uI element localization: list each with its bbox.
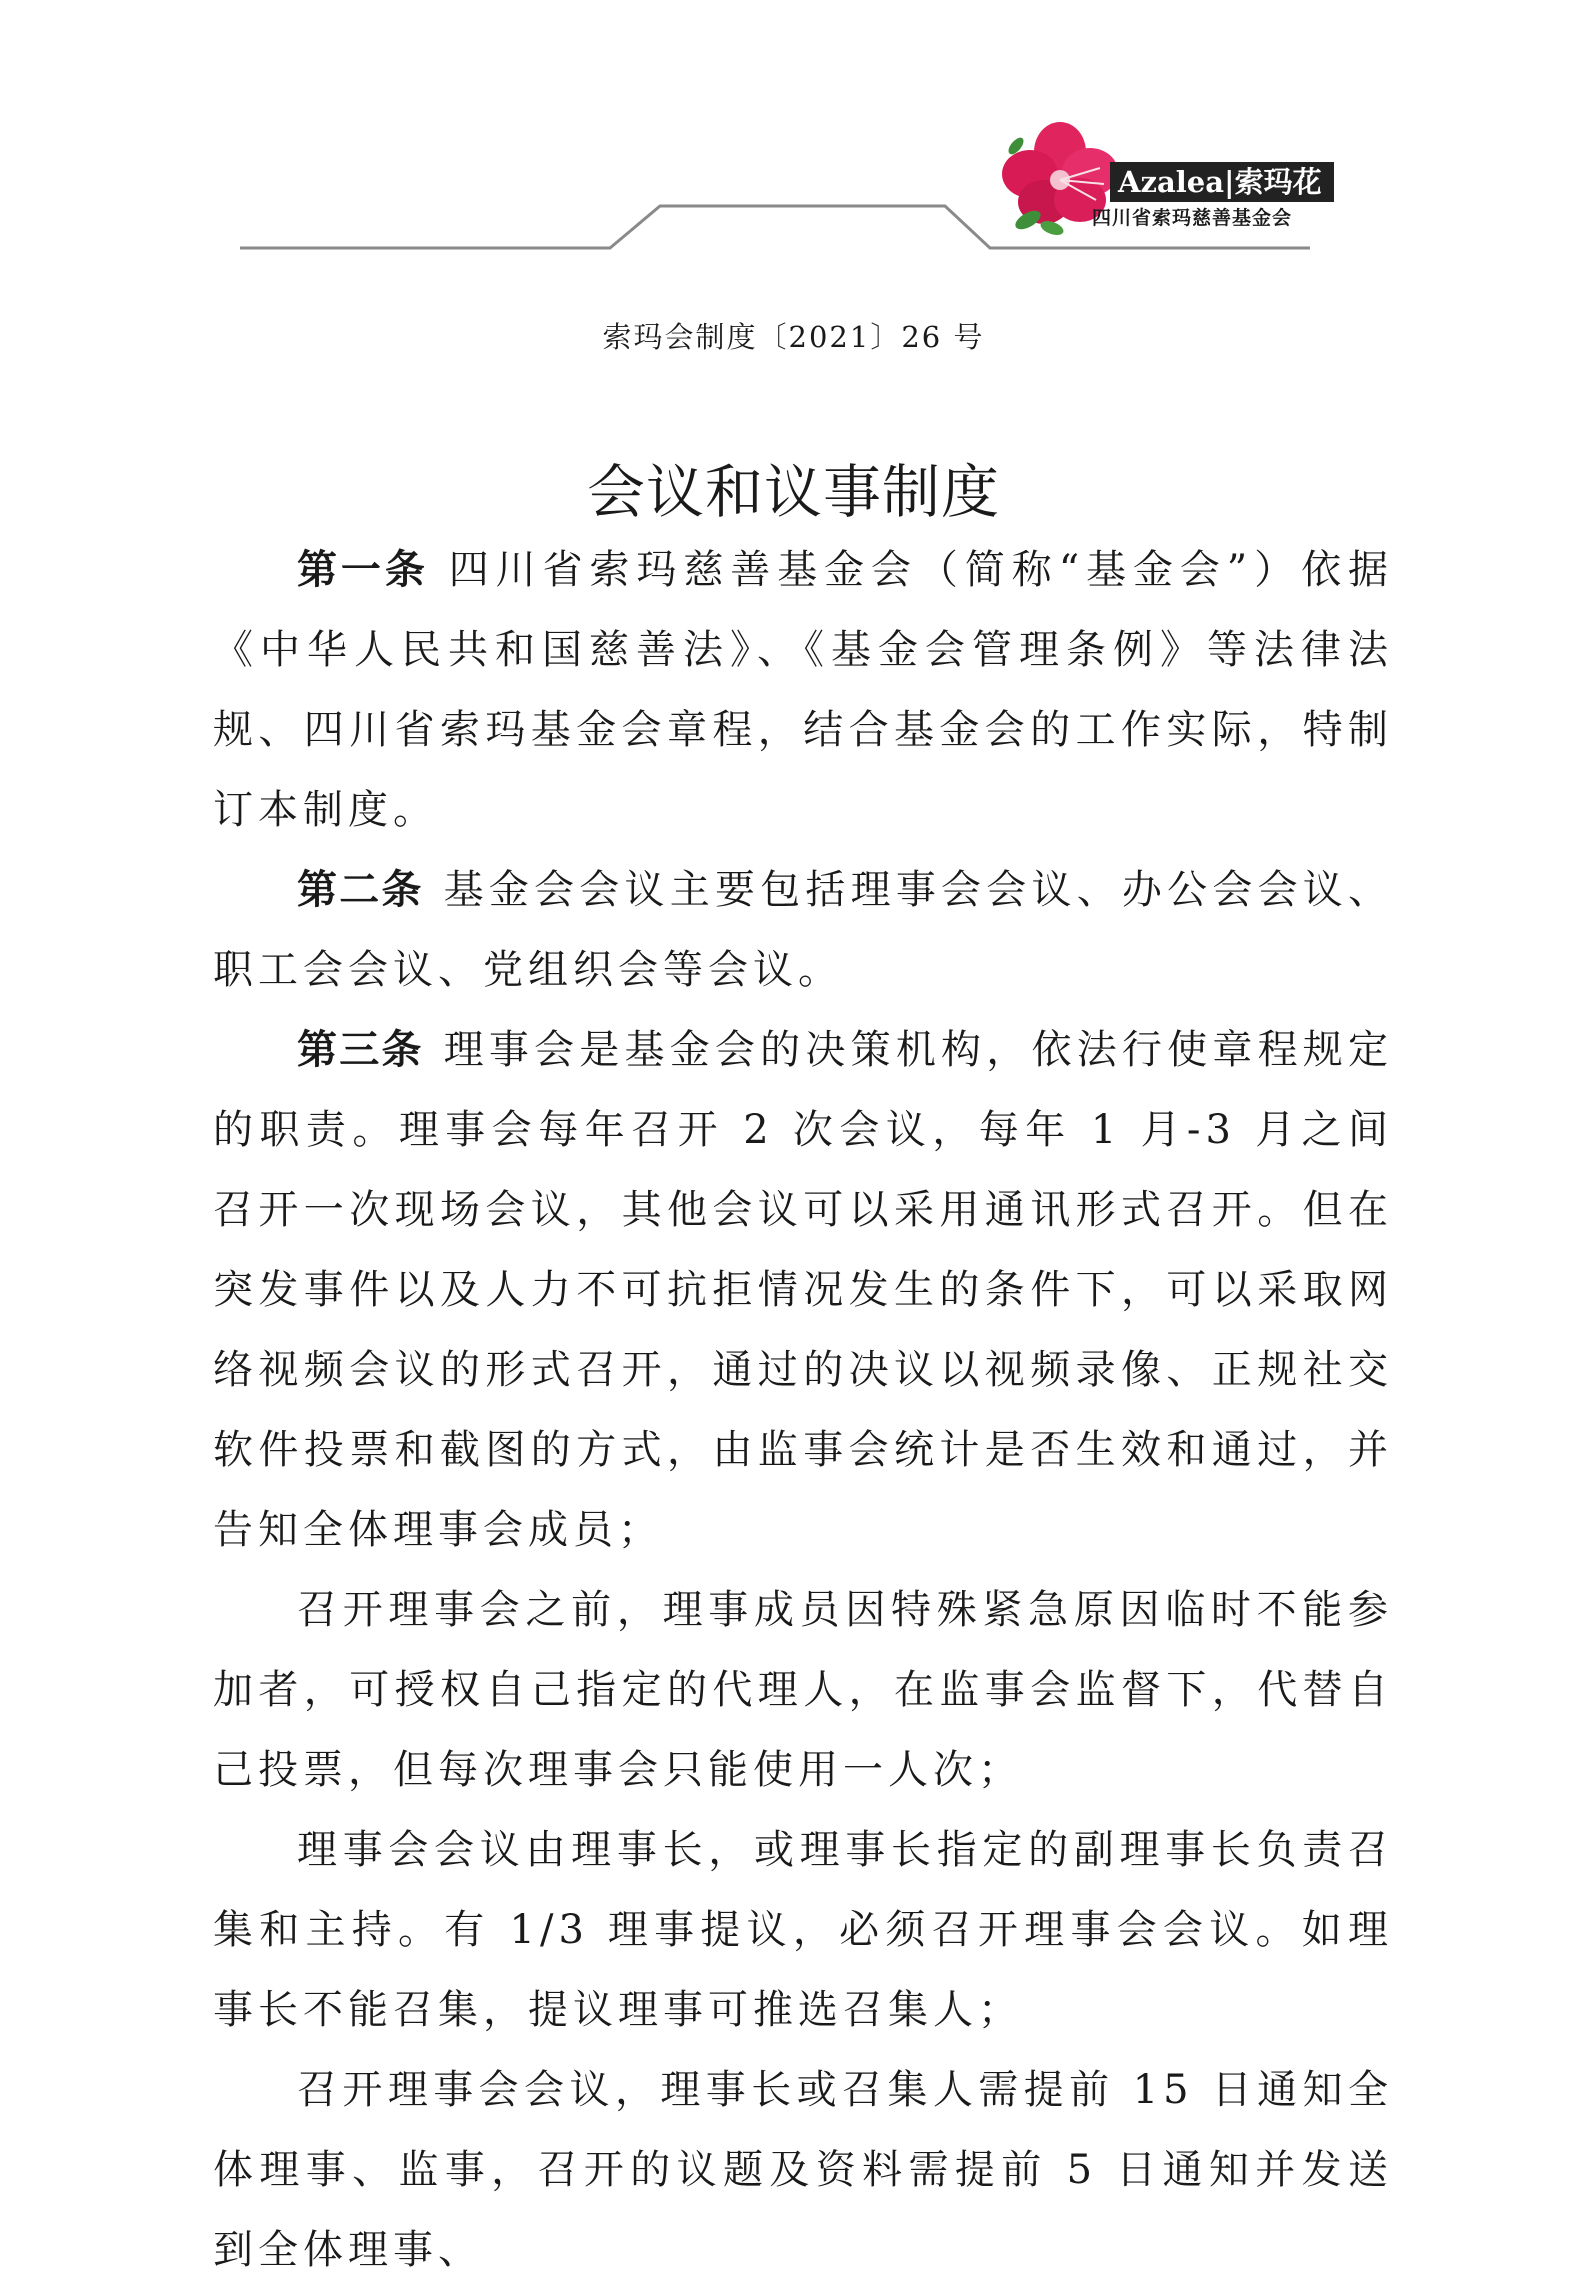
document-body	[213, 530, 1393, 2290]
article-label: 第三条	[297, 1027, 424, 1073]
logo-organization-name: 四川省索玛慈善基金会	[1092, 207, 1293, 229]
paragraph-article-1	[213, 530, 1393, 850]
document-title: 会议和议事制度	[586, 458, 1000, 526]
paragraph-article-3	[213, 1010, 1393, 1570]
paragraph-text: 召开理事会会议，理事长或召集人需提前 15 日通知全体理事、监事，召开的议题及资料需提前 5 日通知并发送到全体理事、	[213, 2067, 1393, 2273]
article-label: 第一条	[297, 547, 429, 593]
paragraph-proxy-voting	[213, 1570, 1393, 1810]
document-number: 索玛会制度〔2021〕26 号	[602, 320, 985, 354]
paragraph-text: 理事会是基金会的决策机构，依法行使章程规定的职责。理事会每年召开 2 次会议，每年 1 月-3 月之间召开一次现场会议，其他会议可以采用通讯形式召开。但在突发事件以及人力不可抗拒情况发生的条件下，可以采取网络视频会议的形式召开，通过的决议以视频录像、正规社交软件投票和截图的方式，由监事会统计是否生效和通过，并告知全体理事会成员；	[213, 1027, 1394, 1553]
paragraph-text: 四川省索玛慈善基金会（简称“基金会”）依据《中华人民共和国慈善法》、《基金会管理条例》等法律法规、四川省索玛基金会章程，结合基金会的工作实际，特制订本制度。	[213, 547, 1394, 833]
paragraph-notification	[213, 2050, 1393, 2290]
header-divider-line	[0, 0, 1587, 300]
paragraph-convening	[213, 1810, 1393, 2050]
article-label: 第二条	[297, 867, 424, 913]
paragraph-text: 理事会会议由理事长，或理事长指定的副理事长负责召集和主持。有 1/3 理事提议，必须召开理事会会议。如理事长不能召集，提议理事可推选召集人；	[213, 1827, 1393, 2033]
paragraph-article-2	[213, 850, 1393, 1010]
paragraph-text: 召开理事会之前，理事成员因特殊紧急原因临时不能参加者，可授权自己指定的代理人，在监事会监督下，代替自己投票，但每次理事会只能使用一人次；	[213, 1587, 1393, 1793]
paragraph-text: 基金会会议主要包括理事会会议、办公会会议、职工会会议、党组织会等会议。	[213, 867, 1394, 993]
logo-brand-text: Azalea|索玛花	[1110, 162, 1334, 202]
